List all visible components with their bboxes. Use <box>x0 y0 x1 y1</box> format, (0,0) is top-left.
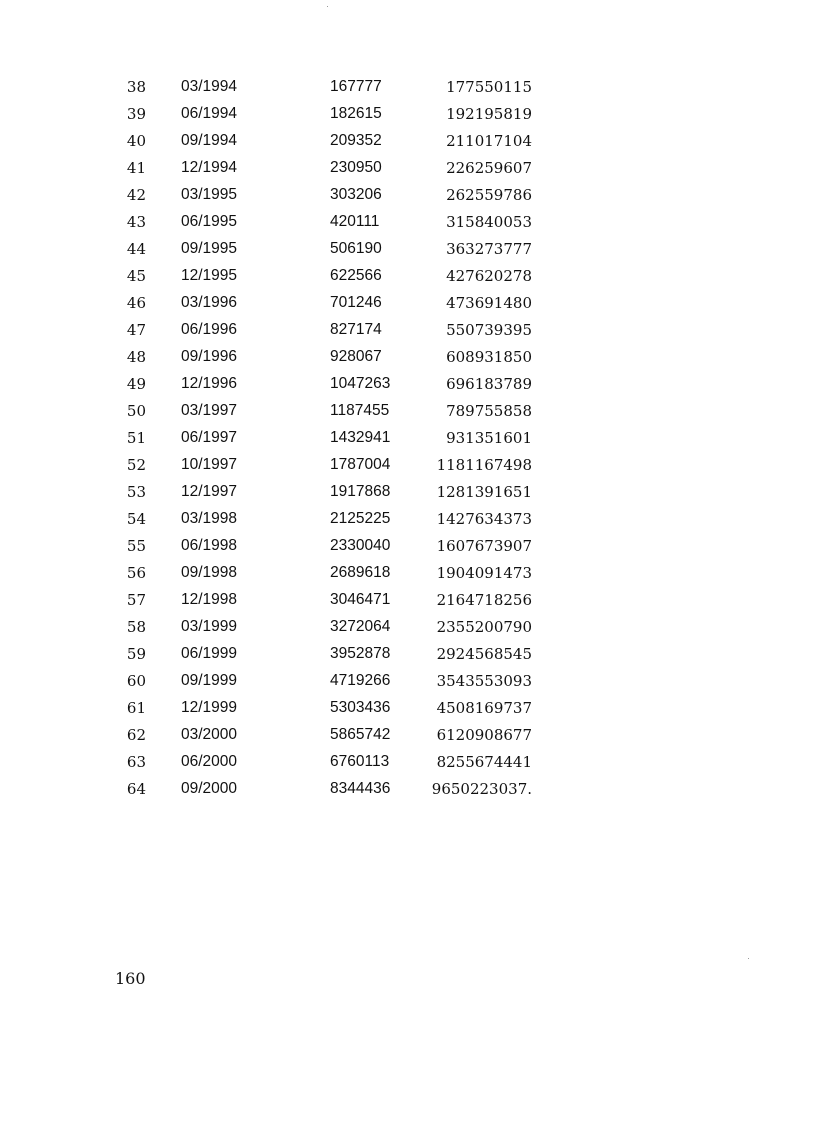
value-column-2-cell: 211017104 <box>446 132 532 150</box>
value-column-1-cell: 2689618 <box>330 564 391 581</box>
value-column-2-cell: 608931850 <box>446 348 532 366</box>
value-column-2-cell: 262559786 <box>446 186 532 204</box>
value-column-1-cell: 827174 <box>330 321 382 338</box>
table-row <box>0 723 816 750</box>
period-date-cell: 03/2000 <box>181 726 238 743</box>
row-number-cell: 55 <box>126 537 146 555</box>
value-column-1-cell: 5865742 <box>330 726 391 743</box>
table-row <box>0 318 816 345</box>
period-date-cell: 12/1999 <box>181 699 238 716</box>
row-number-cell: 63 <box>126 753 146 771</box>
row-number-cell: 42 <box>126 186 146 204</box>
table-row <box>0 480 816 507</box>
value-column-1-cell: 6760113 <box>330 753 390 770</box>
value-column-1-cell: 303206 <box>330 186 382 203</box>
period-date-cell: 12/1996 <box>181 375 238 392</box>
value-column-1-cell: 506190 <box>330 240 382 257</box>
table-row <box>0 210 816 237</box>
period-date-cell: 12/1998 <box>181 591 238 608</box>
row-number-cell: 40 <box>126 132 146 150</box>
value-column-1-cell: 2330040 <box>330 537 391 554</box>
table-row <box>0 561 816 588</box>
value-column-1-cell: 167777 <box>330 78 382 95</box>
value-column-2-cell: 550739395 <box>446 321 532 339</box>
table-row <box>0 372 816 399</box>
row-number-cell: 49 <box>126 375 146 393</box>
value-column-2-cell: 8255674441 <box>436 753 532 771</box>
value-column-1-cell: 5303436 <box>330 699 391 716</box>
value-column-2-cell: 2355200790 <box>436 618 532 636</box>
period-date-cell: 06/1998 <box>181 537 238 554</box>
period-date-cell: 09/1998 <box>181 564 238 581</box>
value-column-2-cell: 696183789 <box>446 375 532 393</box>
period-date-cell: 12/1994 <box>181 159 238 176</box>
value-column-1-cell: 701246 <box>330 294 382 311</box>
period-date-cell: 06/2000 <box>181 753 238 770</box>
row-number-cell: 61 <box>126 699 146 717</box>
table-row <box>0 588 816 615</box>
period-date-cell: 09/2000 <box>181 780 238 797</box>
value-column-1-cell: 1047263 <box>330 375 391 392</box>
value-column-2-cell: 3543553093 <box>436 672 532 690</box>
row-number-cell: 39 <box>126 105 146 123</box>
row-number-cell: 38 <box>126 78 146 96</box>
table-row <box>0 345 816 372</box>
value-column-2-cell: 6120908677 <box>436 726 532 744</box>
value-column-1-cell: 3272064 <box>330 618 391 635</box>
value-column-2-cell: 315840053 <box>446 213 532 231</box>
table-row <box>0 615 816 642</box>
data-table <box>0 75 816 804</box>
value-column-2-cell: 1904091473 <box>436 564 532 582</box>
value-column-1-cell: 420111 <box>330 213 380 230</box>
value-column-2-cell: 9650223037. <box>431 780 532 798</box>
table-row <box>0 696 816 723</box>
row-number-cell: 56 <box>126 564 146 582</box>
row-number-cell: 54 <box>126 510 146 528</box>
period-date-cell: 03/1997 <box>181 402 238 419</box>
row-number-cell: 64 <box>126 780 146 798</box>
value-column-2-cell: 1281391651 <box>436 483 532 501</box>
value-column-2-cell: 473691480 <box>446 294 532 312</box>
row-number-cell: 48 <box>126 348 146 366</box>
row-number-cell: 58 <box>126 618 146 636</box>
row-number-cell: 41 <box>126 159 146 177</box>
period-date-cell: 03/1999 <box>181 618 238 635</box>
row-number-cell: 59 <box>126 645 146 663</box>
value-column-2-cell: 1607673907 <box>436 537 532 555</box>
table-row <box>0 642 816 669</box>
value-column-2-cell: 4508169737 <box>436 699 532 717</box>
period-date-cell: 10/1997 <box>181 456 238 473</box>
value-column-2-cell: 363273777 <box>446 240 532 258</box>
table-row <box>0 507 816 534</box>
value-column-1-cell: 3952878 <box>330 645 391 662</box>
value-column-1-cell: 3046471 <box>330 591 391 608</box>
period-date-cell: 06/1996 <box>181 321 238 338</box>
table-row <box>0 534 816 561</box>
row-number-cell: 50 <box>126 402 146 420</box>
value-column-2-cell: 427620278 <box>446 267 532 285</box>
value-column-1-cell: 1187455 <box>330 402 390 419</box>
period-date-cell: 06/1994 <box>181 105 238 122</box>
value-column-2-cell: 789755858 <box>446 402 532 420</box>
value-column-2-cell: 1427634373 <box>436 510 532 528</box>
table-row <box>0 102 816 129</box>
row-number-cell: 57 <box>126 591 146 609</box>
row-number-cell: 62 <box>126 726 146 744</box>
value-column-2-cell: 2164718256 <box>436 591 532 609</box>
value-column-1-cell: 1917868 <box>330 483 391 500</box>
row-number-cell: 47 <box>126 321 146 339</box>
period-date-cell: 03/1996 <box>181 294 238 311</box>
table-row <box>0 426 816 453</box>
value-column-2-cell: 2924568545 <box>436 645 532 663</box>
table-row <box>0 453 816 480</box>
period-date-cell: 06/1997 <box>181 429 238 446</box>
table-row <box>0 75 816 102</box>
value-column-1-cell: 928067 <box>330 348 382 365</box>
value-column-2-cell: 1181167498 <box>436 456 532 474</box>
period-date-cell: 12/1997 <box>181 483 238 500</box>
table-row <box>0 669 816 696</box>
period-date-cell: 06/1999 <box>181 645 238 662</box>
table-row <box>0 777 816 804</box>
period-date-cell: 03/1994 <box>181 78 238 95</box>
period-date-cell: 03/1998 <box>181 510 238 527</box>
row-number-cell: 43 <box>126 213 146 231</box>
row-number-cell: 51 <box>126 429 146 447</box>
period-date-cell: 03/1995 <box>181 186 238 203</box>
value-column-1-cell: 622566 <box>330 267 382 284</box>
row-number-cell: 46 <box>126 294 146 312</box>
row-number-cell: 44 <box>126 240 146 258</box>
row-number-cell: 53 <box>126 483 146 501</box>
table-row <box>0 156 816 183</box>
value-column-1-cell: 209352 <box>330 132 382 149</box>
row-number-cell: 45 <box>126 267 146 285</box>
value-column-2-cell: 192195819 <box>446 105 532 123</box>
table-row <box>0 129 816 156</box>
value-column-2-cell: 931351601 <box>446 429 532 447</box>
row-number-cell: 60 <box>126 672 146 690</box>
value-column-1-cell: 230950 <box>330 159 382 176</box>
value-column-2-cell: 177550115 <box>446 78 532 96</box>
period-date-cell: 09/1994 <box>181 132 238 149</box>
table-row <box>0 264 816 291</box>
period-date-cell: 12/1995 <box>181 267 238 284</box>
table-row <box>0 183 816 210</box>
scan-speck <box>748 958 749 959</box>
table-row <box>0 291 816 318</box>
scan-speck <box>327 6 328 7</box>
period-date-cell: 09/1995 <box>181 240 238 257</box>
table-row <box>0 399 816 426</box>
value-column-1-cell: 8344436 <box>330 780 391 797</box>
page-number: 160 <box>115 969 146 988</box>
table-row <box>0 750 816 777</box>
value-column-1-cell: 2125225 <box>330 510 391 527</box>
table-row <box>0 237 816 264</box>
period-date-cell: 06/1995 <box>181 213 238 230</box>
period-date-cell: 09/1996 <box>181 348 238 365</box>
period-date-cell: 09/1999 <box>181 672 238 689</box>
value-column-1-cell: 1432941 <box>330 429 391 446</box>
value-column-1-cell: 182615 <box>330 105 382 122</box>
value-column-2-cell: 226259607 <box>446 159 532 177</box>
value-column-1-cell: 4719266 <box>330 672 391 689</box>
value-column-1-cell: 1787004 <box>330 456 391 473</box>
row-number-cell: 52 <box>126 456 146 474</box>
